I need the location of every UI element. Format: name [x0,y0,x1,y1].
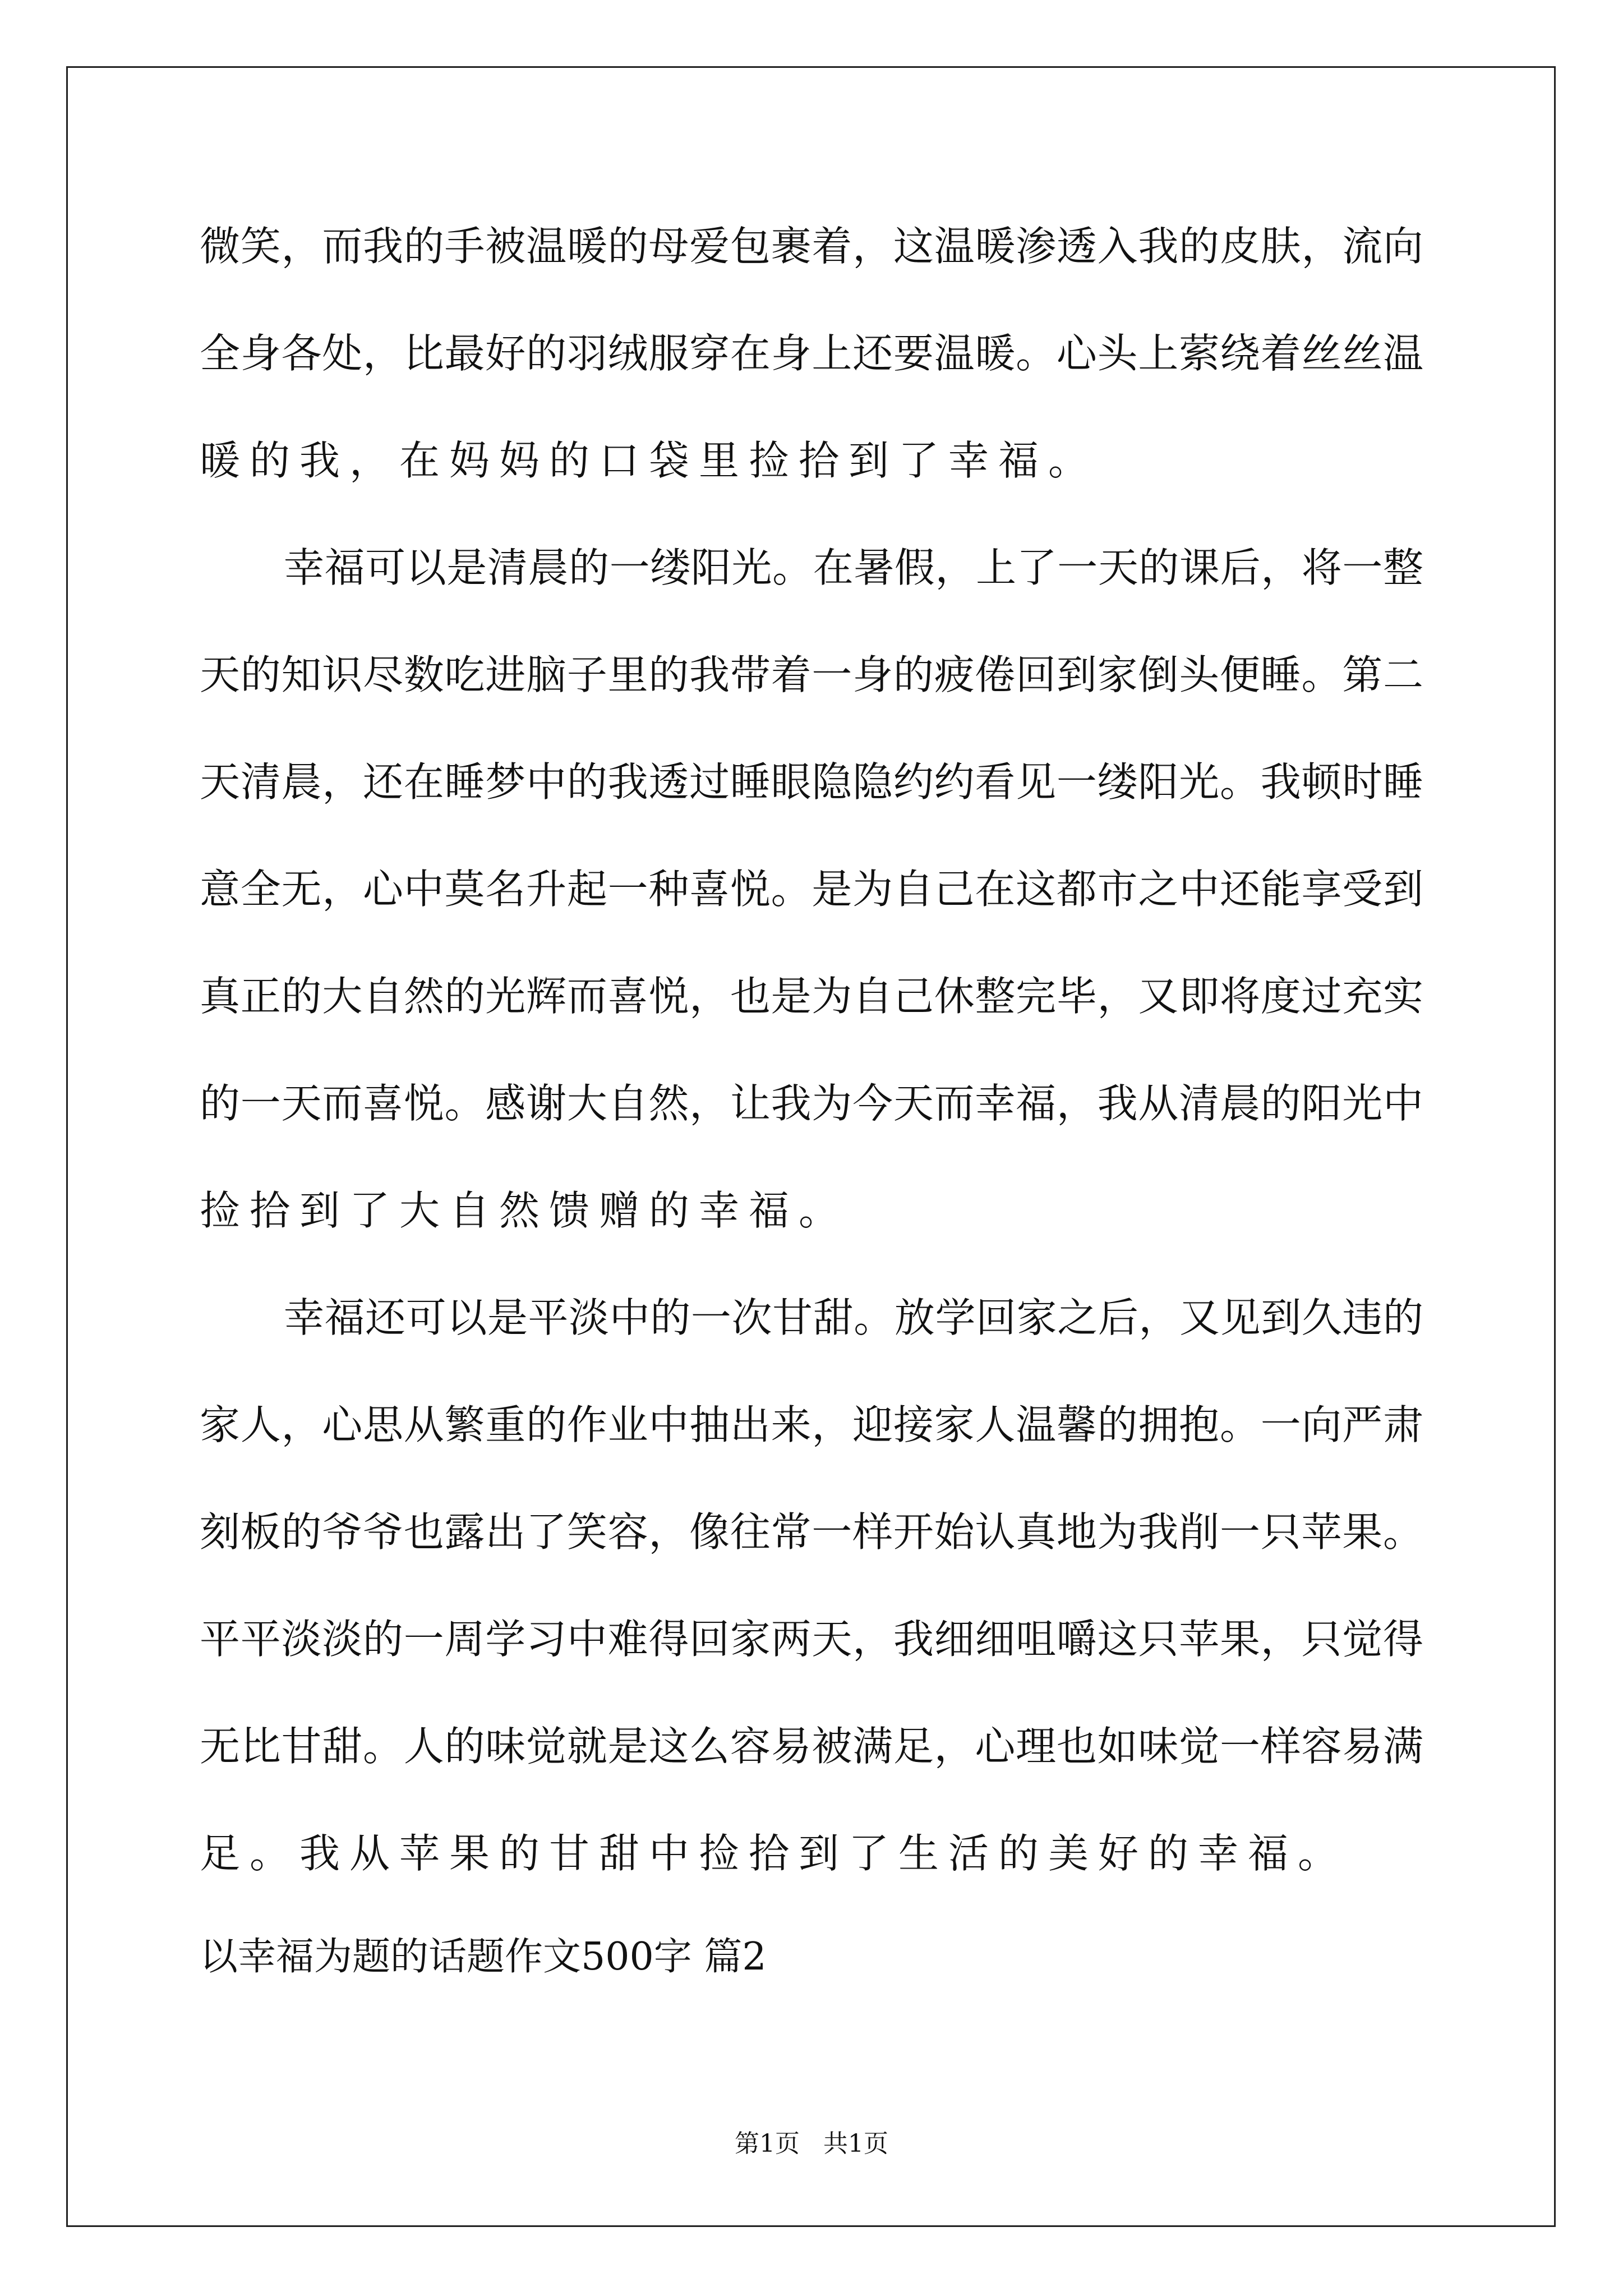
page-footer: 第1页 共1页 [735,2129,888,2158]
text-line: 刻板的爷爷也露出了笑容，像往常一样开始认真地为我削一只苹果。 [200,1508,1423,1556]
text-line: 无比甘甜。人的味觉就是这么容易被满足，心理也如味觉一样容易满 [200,1723,1423,1770]
text-line: 的一天而喜悦。感谢大自然，让我为今天而幸福，我从清晨的阳光中 [200,1080,1423,1127]
text-line: 微笑，而我的手被温暖的母爱包裹着，这温暖渗透入我的皮肤，流向 [200,223,1423,270]
section-heading: 以幸福为题的话题作文500字 篇2 [200,1935,767,1979]
text-line: 天的知识尽数吃进脑子里的我带着一身的疲倦回到家倒头便睡。第二 [200,651,1423,698]
text-line: 天清晨，还在睡梦中的我透过睡眼隐隐约约看见一缕阳光。我顿时睡 [200,758,1423,806]
text-line: 意全无，心中莫名升起一种喜悦。是为自己在这都市之中还能享受到 [200,866,1423,913]
page-border [66,66,1556,2227]
text-line: 暖的我，在妈妈的口袋里捡拾到了幸福。 [200,437,1099,484]
text-line: 家人，心思从繁重的作业中抽出来，迎接家人温馨的拥抱。一向严肃 [200,1401,1423,1448]
text-line: 幸福可以是清晨的一缕阳光。在暑假，上了一天的课后，将一整 [284,544,1423,591]
text-line: 全身各处，比最好的羽绒服穿在身上还要温暖。心头上萦绕着丝丝温 [200,330,1423,377]
text-line: 捡拾到了大自然馈赠的幸福。 [200,1187,849,1234]
text-line: 真正的大自然的光辉而喜悦，也是为自己休整完毕，又即将度过充实 [200,973,1423,1020]
text-line: 平平淡淡的一周学习中难得回家两天，我细细咀嚼这只苹果，只觉得 [200,1616,1423,1663]
text-line: 足。我从苹果的甘甜中捡拾到了生活的美好的幸福。 [200,1830,1348,1877]
text-line: 幸福还可以是平淡中的一次甘甜。放学回家之后，又见到久违的 [284,1294,1423,1341]
